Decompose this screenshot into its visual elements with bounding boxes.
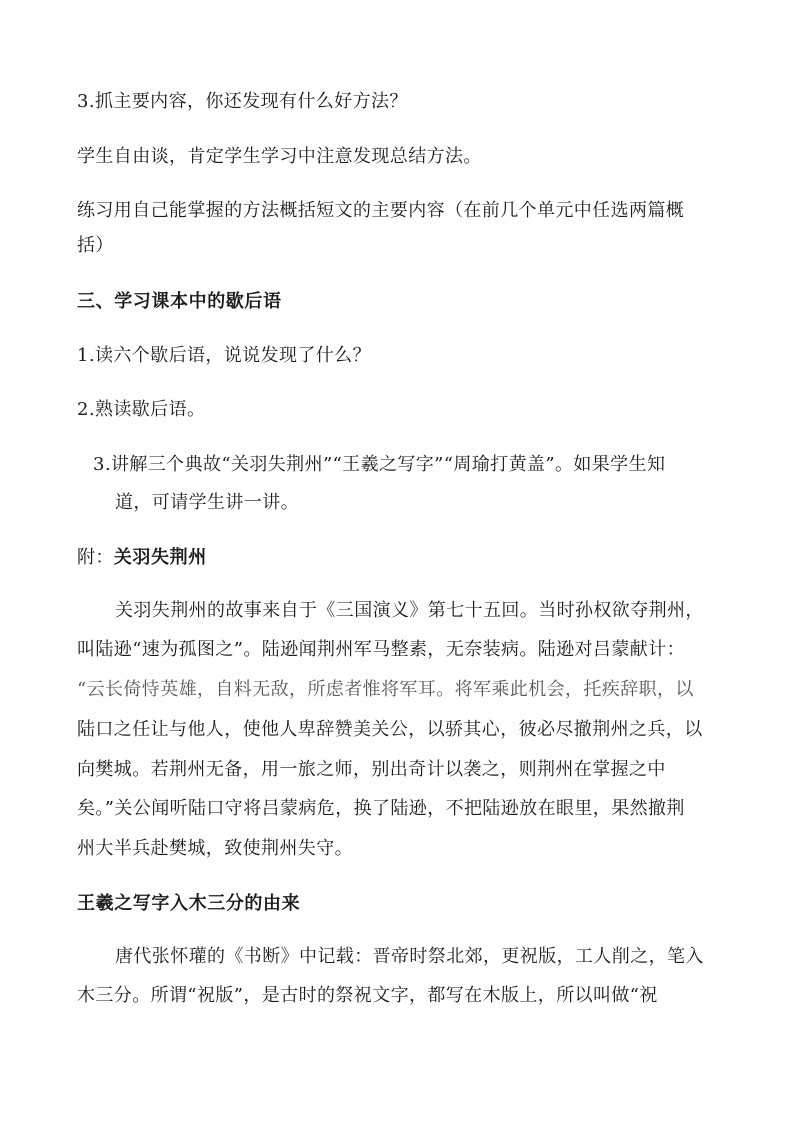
story1-line-5: 向樊城。若荆州无备，用一旅之师，别出奇计以袭之，则荆州在掌握之中 bbox=[77, 759, 666, 780]
paragraph-method-question: 3.抓主要内容，你还发现有什么好方法？ bbox=[77, 91, 408, 112]
appendix-label: 附： bbox=[77, 547, 114, 568]
section-heading-xiehouyu: 三、学习课本中的歇后语 bbox=[77, 291, 282, 312]
list-item-1: 1.读六个歇后语，说说发现了什么？ bbox=[77, 345, 371, 366]
list-item-3-line-1: 3.讲解三个典故“关羽失荆州”“王羲之写字”“周瑜打黄盖”。如果学生知 bbox=[93, 454, 666, 475]
story1-line-2: 叫陆逊“速为孤图之”。陆逊闻荆州军马整素，无奈装病。陆逊对吕蒙献计： bbox=[77, 639, 686, 660]
section-heading-wang-xizhi: 王羲之写字入木三分的由来 bbox=[77, 893, 301, 914]
story1-line-3: “云长倚恃英雄，自料无敌，所虑者惟将军耳。将军乘此机会，托疾辞职，以 bbox=[77, 679, 694, 700]
paragraph-student-discussion: 学生自由谈，肯定学生学习中注意发现总结方法。 bbox=[77, 146, 482, 167]
paragraph-practice-line-1: 练习用自己能掌握的方法概括短文的主要内容（在前几个单元中任选两篇概 bbox=[77, 200, 685, 221]
appendix-title: 关羽失荆州 bbox=[113, 547, 207, 568]
story2-line-1: 唐代张怀瓘的《书断》中记载：晋帝时祭北郊，更祝版，工人削之，笔入 bbox=[115, 946, 704, 967]
story1-line-7: 州大半兵赴樊城，致使荆州失守。 bbox=[77, 838, 353, 859]
list-item-3-line-2: 道，可请学生讲一讲。 bbox=[115, 492, 299, 513]
story1-line-6: 矣。”关公闻听陆口守将吕蒙病危，换了陆逊，不把陆逊放在眼里，果然撤荆 bbox=[77, 798, 685, 819]
story1-line-1: 关羽失荆州的故事来自于《三国演义》第七十五回。当时孙权欲夺荆州， bbox=[115, 600, 704, 621]
list-item-2: 2.熟读歇后语。 bbox=[77, 399, 206, 420]
appendix-heading bbox=[77, 546, 207, 570]
story1-line-4: 陆口之任让与他人，使他人卑辞赞美关公，以骄其心，彼必尽撤荆州之兵，以 bbox=[77, 719, 703, 740]
story2-line-2: 木三分。所谓“祝版”，是古时的祭祝文字，都写在木版上，所以叫做“祝 bbox=[77, 985, 658, 1006]
paragraph-practice-line-2: 括） bbox=[77, 235, 114, 256]
